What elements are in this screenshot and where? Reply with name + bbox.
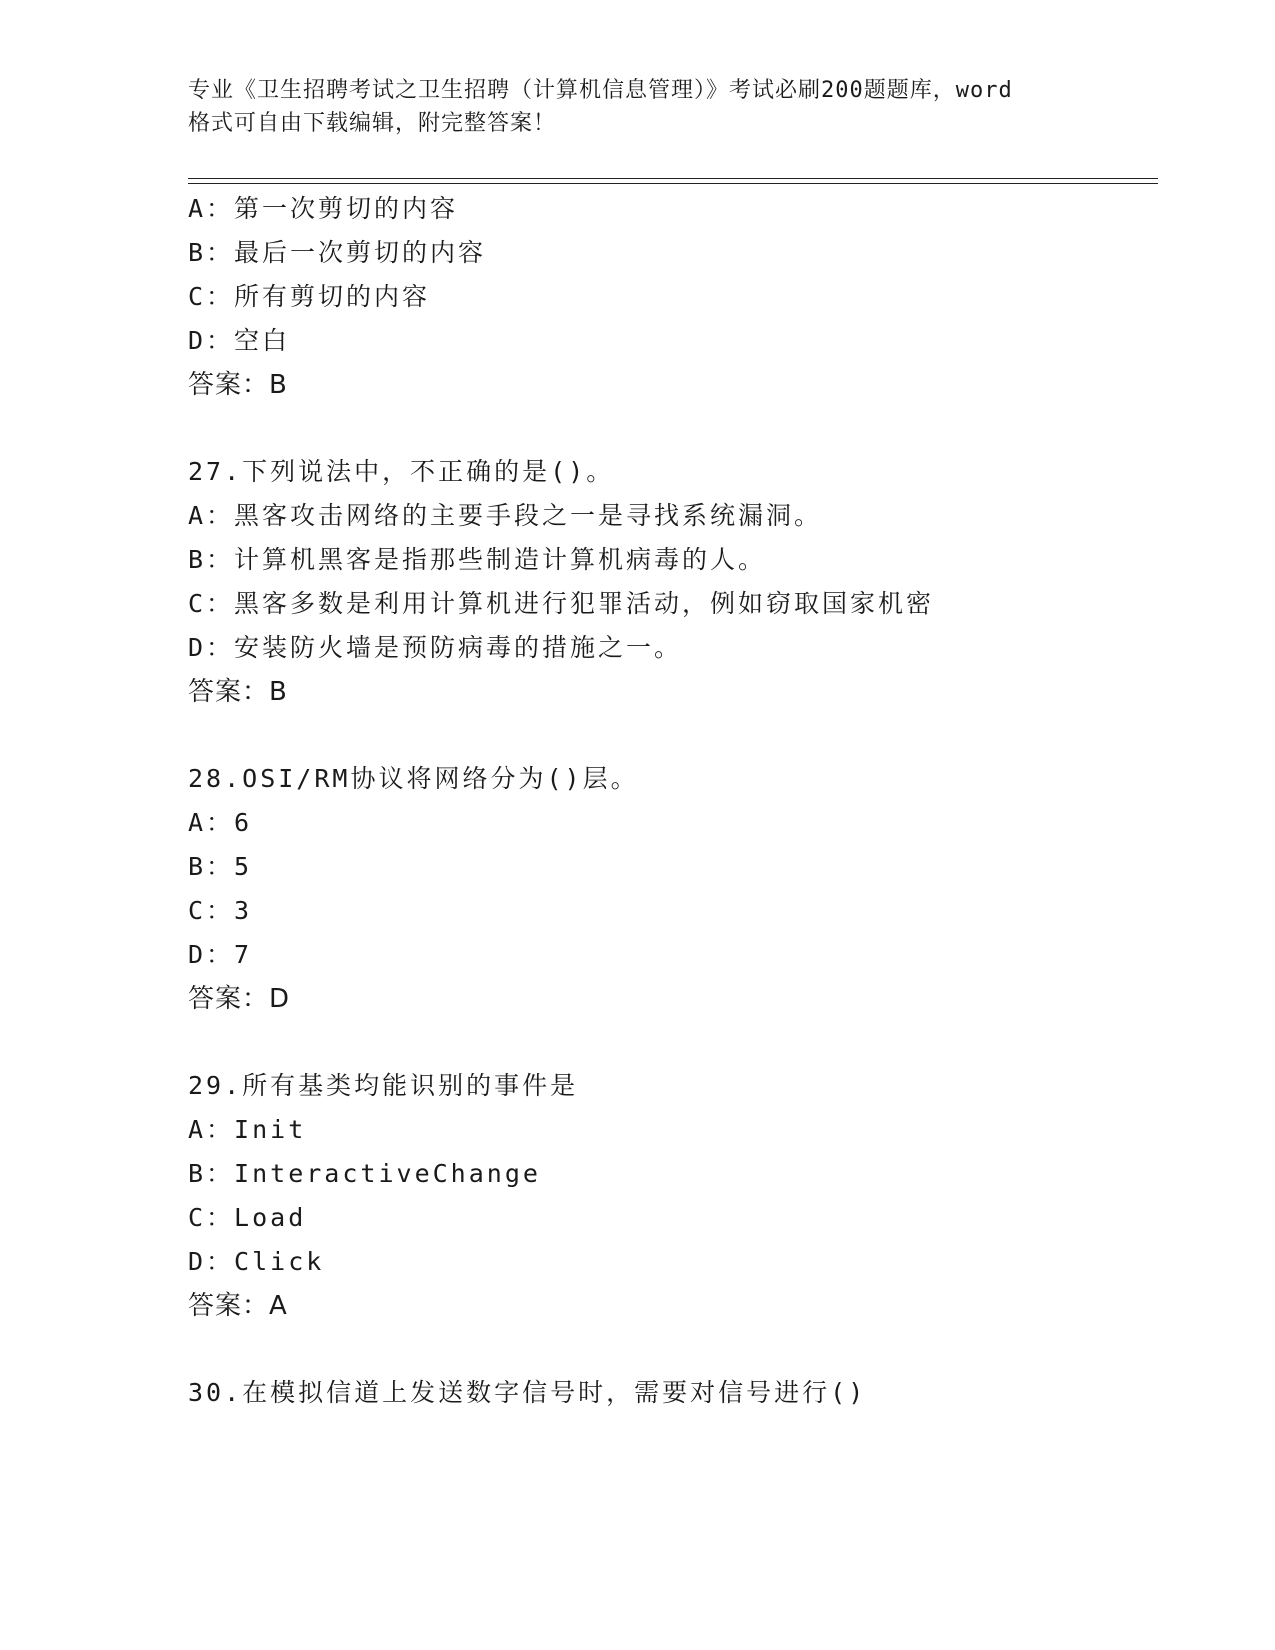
header-divider-bottom: [188, 183, 1158, 184]
q27-option-c: C：黑客多数是利用计算机进行犯罪活动，例如窃取国家机密: [188, 589, 935, 618]
header-title-line2: 格式可自由下载编辑，附完整答案！: [188, 111, 557, 136]
q28-option-c: C：3: [188, 896, 253, 925]
q28-option-a: A：6: [188, 808, 253, 837]
q26-option-a: A：第一次剪切的内容: [188, 194, 459, 223]
q30-question: 30.在模拟信道上发送数字信号时，需要对信号进行(): [188, 1378, 867, 1407]
q26-option-c: C：所有剪切的内容: [188, 282, 431, 311]
q27-option-a: A：黑客攻击网络的主要手段之一是寻找系统漏洞。: [188, 501, 823, 530]
q28-option-d: D：7: [188, 940, 253, 969]
header-divider-top: [188, 178, 1158, 179]
q29-option-b: B：InteractiveChange: [188, 1159, 541, 1188]
q26-option-b: B：最后一次剪切的内容: [188, 238, 487, 267]
q28-answer: 答案：D: [188, 984, 291, 1014]
q29-option-c: C：Load: [188, 1203, 307, 1232]
header-title-line1: 专业《卫生招聘考试之卫生招聘（计算机信息管理）》考试必刷200题题库，word: [188, 78, 1013, 103]
q26-answer: 答案：B: [188, 370, 288, 400]
q29-answer: 答案：A: [188, 1291, 288, 1321]
document-header: [188, 74, 1088, 140]
q28-question: 28.OSI/RM协议将网络分为()层。: [188, 764, 639, 793]
q28-option-b: B：5: [188, 852, 253, 881]
q29-option-a: A：Init: [188, 1115, 307, 1144]
q27-option-b: B：计算机黑客是指那些制造计算机病毒的人。: [188, 545, 767, 574]
q27-question: 27.下列说法中，不正确的是()。: [188, 457, 615, 486]
q26-option-d: D：空白: [188, 326, 291, 355]
q29-option-d: D：Click: [188, 1247, 325, 1276]
q27-answer: 答案：B: [188, 677, 288, 707]
q27-option-d: D：安装防火墙是预防病毒的措施之一。: [188, 633, 683, 662]
q29-question: 29.所有基类均能识别的事件是: [188, 1071, 579, 1100]
